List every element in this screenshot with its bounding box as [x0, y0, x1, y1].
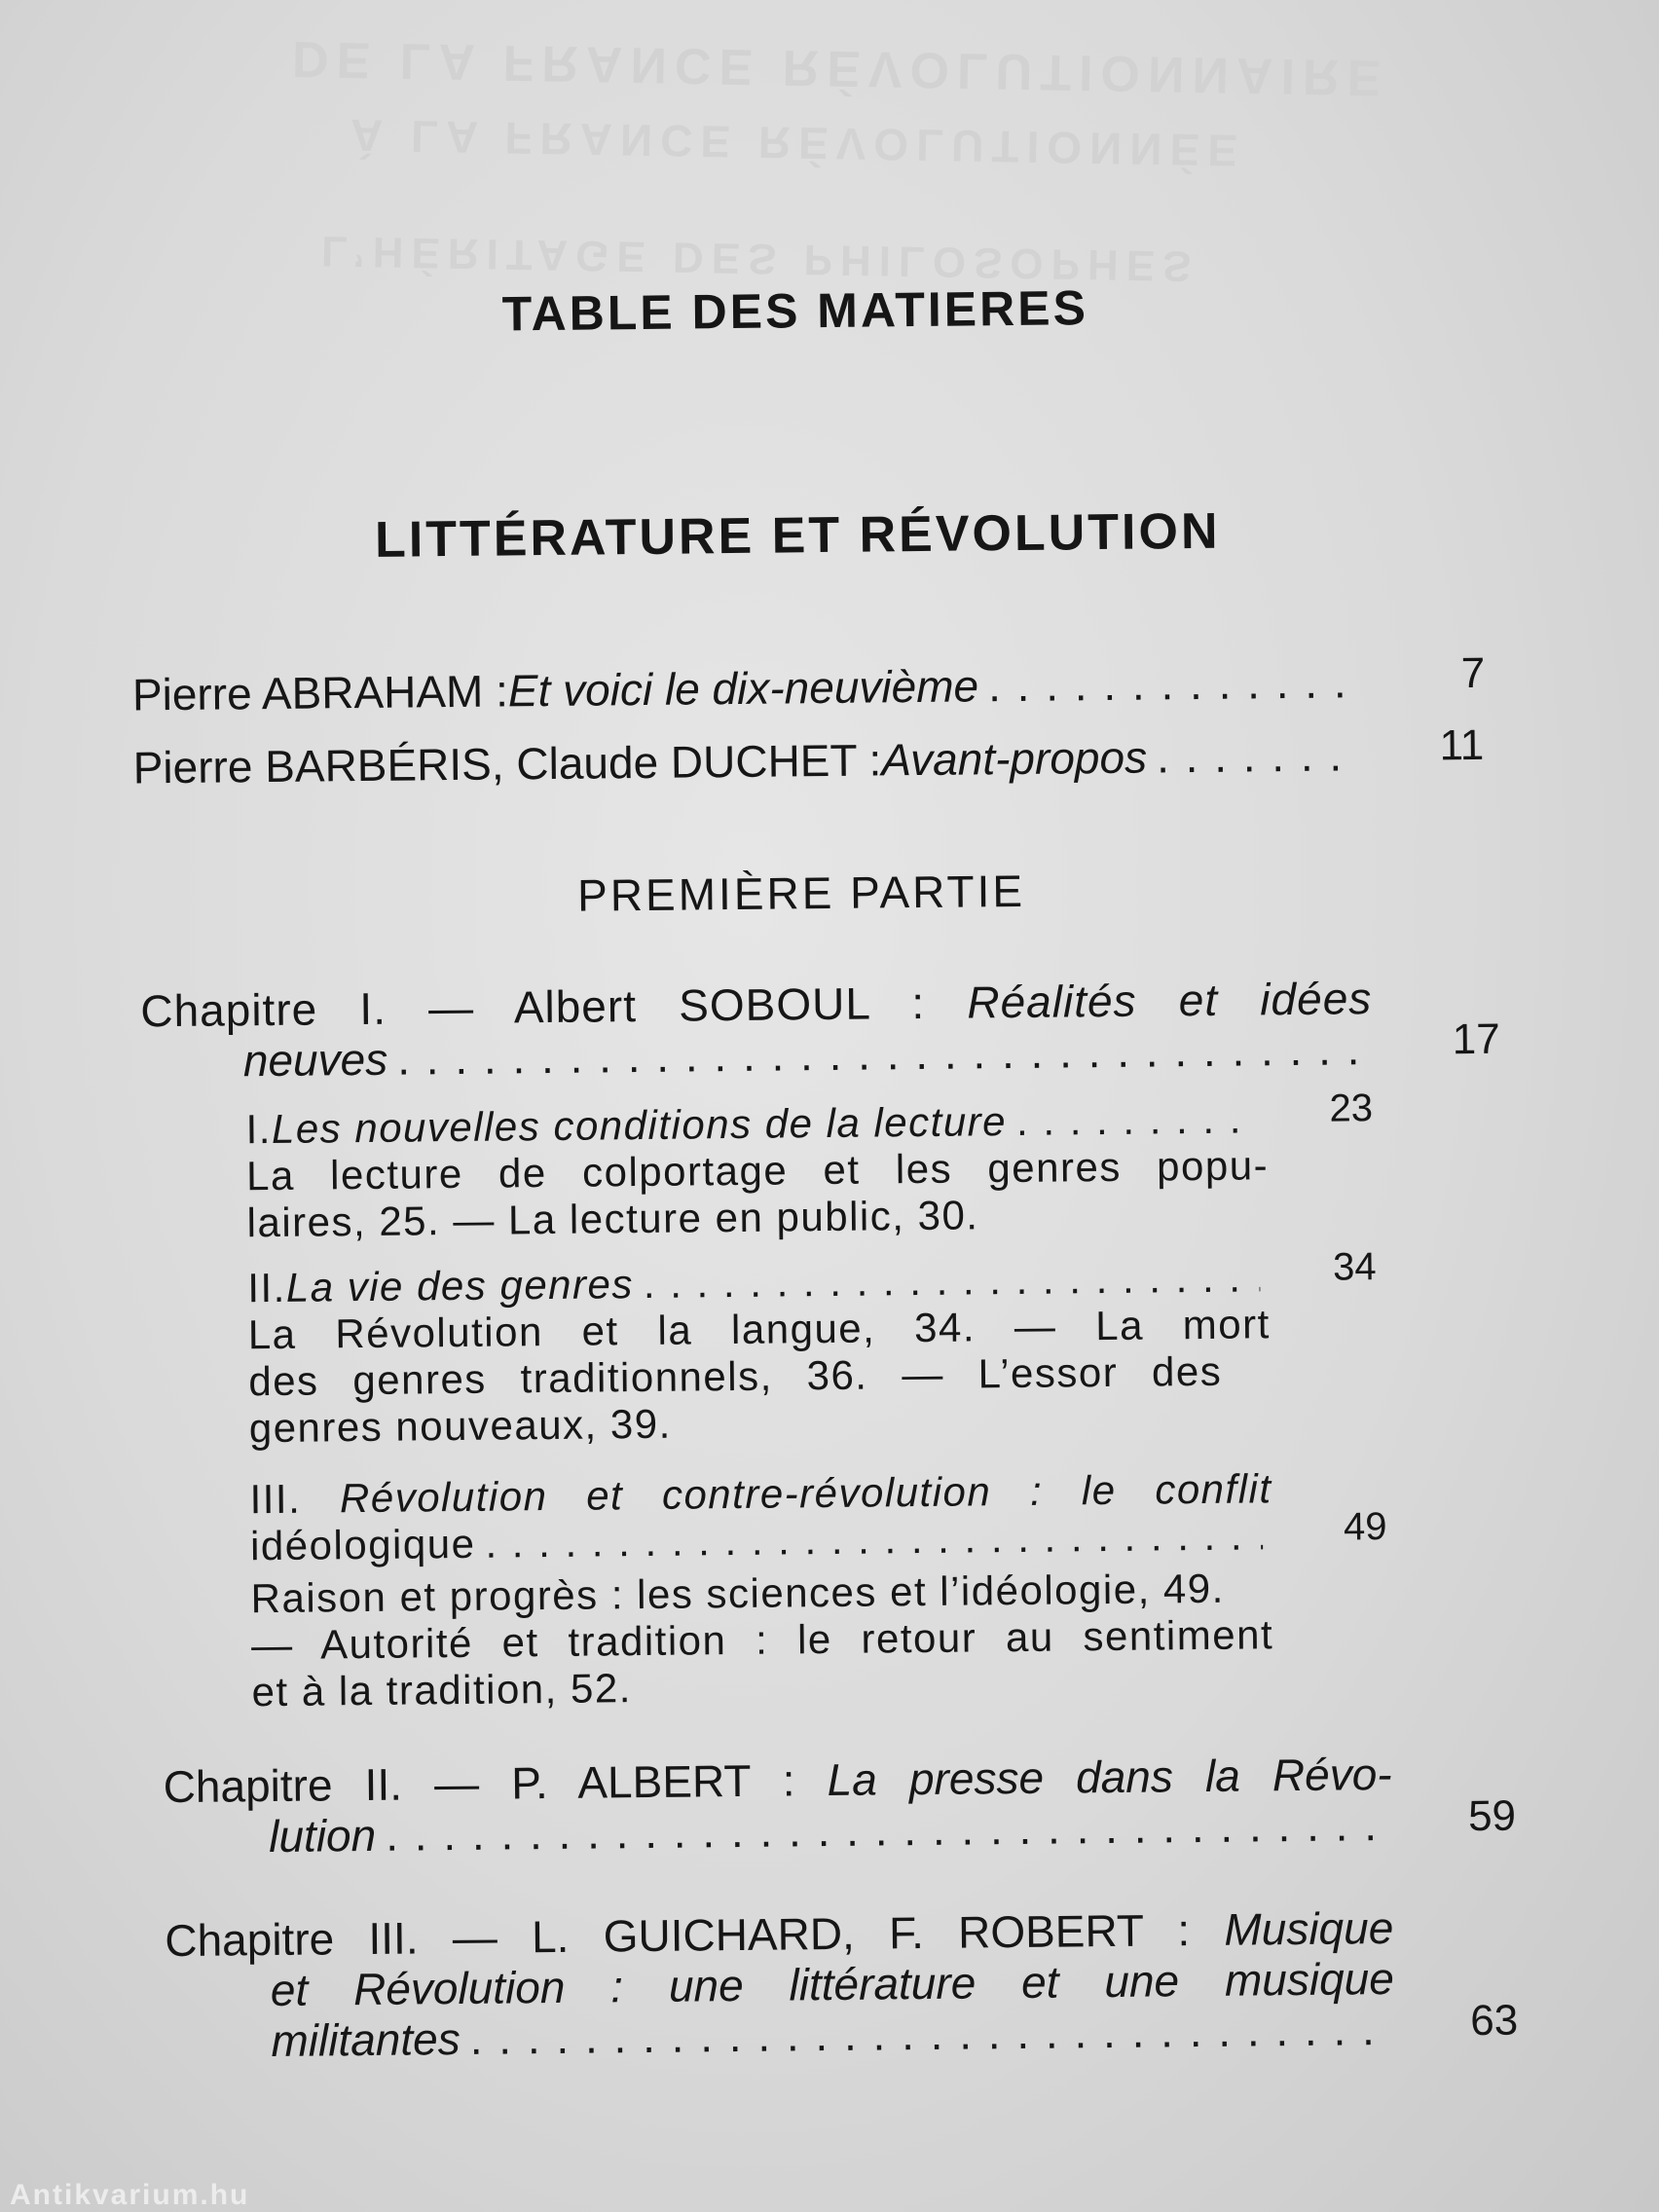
- toc-entry-barberis: [132, 729, 1364, 793]
- leader-dots: [1016, 1095, 1259, 1145]
- page-number: 34: [1332, 1245, 1377, 1289]
- section-desc: des genres traditionnels, 36. — L’essor des: [248, 1347, 1223, 1405]
- part-title: PREMIÈRE PARTIE: [576, 865, 1026, 921]
- bleed-through-text: L’HÉRITAGE DES PHILOSOPHES: [320, 227, 1199, 290]
- page-number: 23: [1329, 1087, 1374, 1130]
- entry-title: Avant-propos: [881, 731, 1148, 786]
- chapter-label: Chapitre III. — L. GUICHARD, F. ROBERT :: [165, 1903, 1225, 1967]
- leader-dots: [988, 656, 1354, 711]
- leader-dots: [386, 1799, 1383, 1861]
- leader-dots: [397, 1023, 1363, 1084]
- chapter-title-cont: neuves: [242, 1033, 388, 1087]
- page-number: 59: [1467, 1791, 1517, 1841]
- section-title: LITTÉRATURE ET RÉVOLUTION: [374, 502, 1221, 569]
- section-title: La vie des genres: [285, 1261, 635, 1310]
- chapter-title-cont: militantes: [271, 2013, 461, 2067]
- section-title: Les nouvelles conditions de la lecture: [271, 1098, 1008, 1152]
- watermark: Antikvarium.hu: [10, 2179, 250, 2211]
- page-number: 17: [1452, 1014, 1500, 1064]
- chapter-label: Chapitre I. — Albert SOBOUL :: [140, 977, 968, 1037]
- page-title: TABLE DES MATIERES: [501, 280, 1089, 342]
- toc-section-3: III. Révolution et contre-révolution : le conflit idéologique . . . Raison et progrès : les sciences et l’idéologie, 49. — Autorité et tradition : le retour au sentiment et à la tradition, 52.: [249, 1465, 1274, 1715]
- leader-dots: [469, 2004, 1384, 2064]
- toc-chapter-2: [163, 1749, 1392, 1862]
- toc-section-1: I. Les nouvelles conditions de la lecture . . . La lecture de colportage et les genres popu- laires, 25. — La lecture en public, 30.: [245, 1095, 1269, 1246]
- chapter-label: Chapitre II. — P. ALBERT :: [163, 1754, 828, 1813]
- section-desc: La lecture de colportage et les genres popu-: [245, 1142, 1270, 1199]
- page-number: 11: [1439, 720, 1485, 770]
- entry-title: Et voici le dix-neuvième: [507, 660, 979, 717]
- section-desc: et à la tradition, 52.: [251, 1665, 633, 1715]
- entry-author: Pierre BARBÉRIS, Claude DUCHET :: [132, 734, 882, 793]
- toc-entry-abraham: [132, 656, 1364, 719]
- section-desc: La Révolution et la langue, 34. — La mort: [247, 1301, 1271, 1358]
- section-desc: laires, 25. — La lecture en public, 30.: [246, 1192, 979, 1246]
- chapter-title-cont: lution: [268, 1809, 377, 1862]
- section-desc: — Autorité et tradition : le retour au sentiment: [250, 1611, 1274, 1669]
- chapter-title: Réalités et idées: [967, 973, 1373, 1028]
- chapter-title: Musique: [1224, 1901, 1394, 1955]
- toc-chapter-3: [165, 1902, 1395, 2067]
- toc-section-2: II. La vie des genres . . . La Révolution et la langue, 34. — La mort des genres traditionnels, 36. — L’essor des genres nouveaux, 39.: [247, 1254, 1272, 1452]
- leader-dots: [644, 1254, 1261, 1308]
- section-title-cont: idéologique: [249, 1520, 476, 1569]
- leader-dots: [1157, 729, 1355, 782]
- leader-dots: [485, 1512, 1263, 1567]
- chapter-title: La presse dans la Révo-: [827, 1748, 1392, 1806]
- page-number: 49: [1343, 1505, 1387, 1549]
- chapter-title-cont: et Révolution : une littérature et une musique: [270, 1952, 1395, 2016]
- toc-chapter-1: [140, 973, 1373, 1087]
- page-number: 7: [1460, 648, 1486, 698]
- bleed-through-text: À LA FRANCE RÉVOLUTIONNÉE: [350, 109, 1246, 177]
- bleed-through-text: DE LA FRANCE RÉVOLUTIONNAIRE: [291, 30, 1389, 106]
- section-title: Révolution et contre-révolution : le conflit: [339, 1465, 1272, 1522]
- page-number: 63: [1469, 1996, 1519, 2046]
- section-desc: Raison et progrès : les sciences et l’idéologie, 49.: [250, 1565, 1226, 1622]
- entry-author: Pierre ABRAHAM :: [131, 665, 509, 720]
- section-desc: genres nouveaux, 39.: [248, 1400, 672, 1452]
